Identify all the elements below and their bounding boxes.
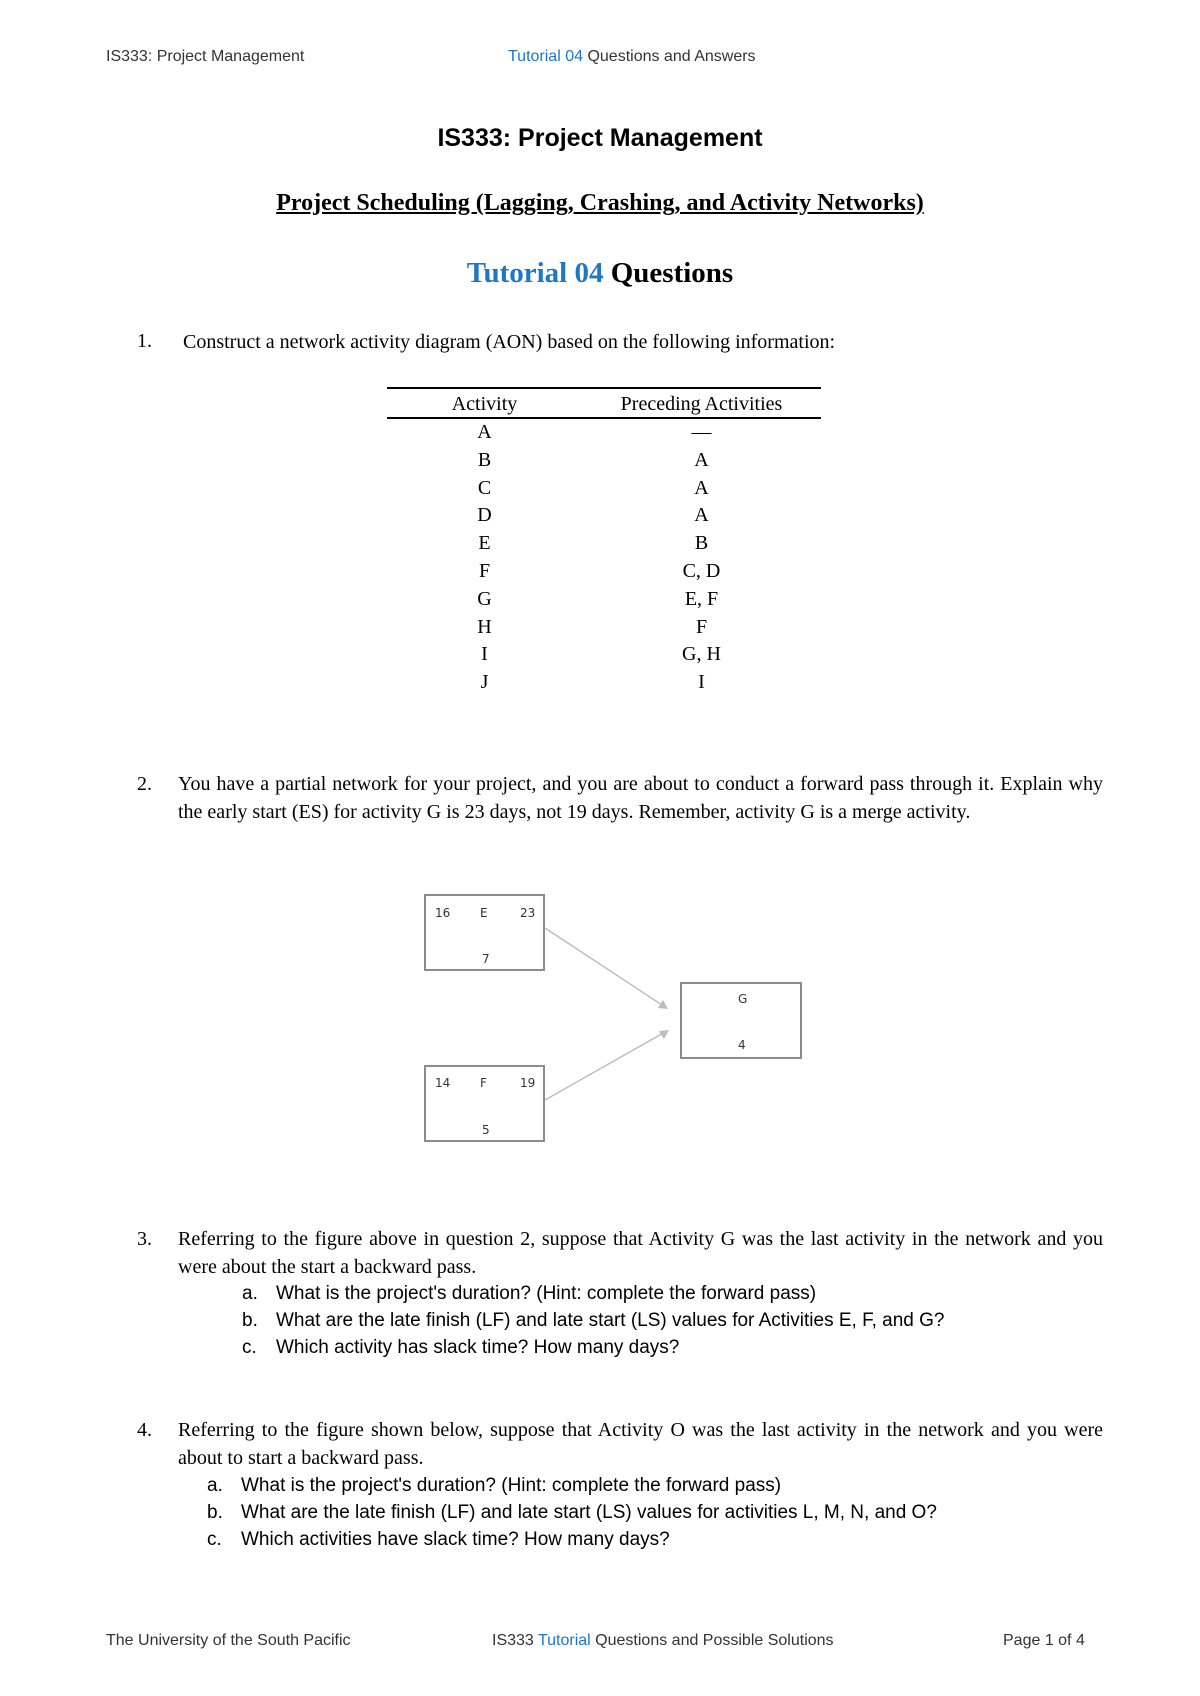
- preceding-cell: E, F: [684, 587, 719, 610]
- q2-number: 2.: [137, 773, 152, 795]
- node-g: [680, 982, 802, 1059]
- preceding-cell: I: [698, 671, 705, 694]
- node-f-es: 14: [435, 1076, 451, 1090]
- table-row: [387, 475, 821, 503]
- node-e-name: E: [480, 906, 488, 920]
- q1-number: 1.: [137, 330, 152, 352]
- network-diagram: [420, 890, 810, 1150]
- arrowhead-e-to-g: [658, 1000, 668, 1009]
- arrow-e-to-g: [545, 928, 665, 1007]
- node-f: [424, 1065, 545, 1142]
- node-g-name: G: [738, 992, 748, 1006]
- table-header-preceding: Preceding Activities: [582, 388, 821, 418]
- section-title-rest: Questions: [603, 257, 734, 289]
- node-f-ef: 19: [520, 1076, 536, 1090]
- preceding-cell: A: [694, 476, 709, 499]
- table-row: [387, 641, 821, 669]
- table-row: [387, 418, 821, 447]
- table-row: [387, 502, 821, 530]
- subtitle: Project Scheduling (Lagging, Crashing, and Activity Networks): [276, 190, 924, 216]
- q3-item-b: [242, 1307, 1112, 1334]
- q3-item-b-label: b.: [242, 1310, 258, 1331]
- footer-center-accent: Tutorial: [537, 1632, 591, 1649]
- activity-cell: B: [477, 448, 492, 471]
- header-left: IS333: Project Management: [106, 48, 305, 65]
- q4-item-c: [207, 1526, 1107, 1553]
- preceding-cell: G, H: [682, 643, 721, 666]
- q1-activity-table: [387, 387, 821, 697]
- q4-number: 4.: [137, 1419, 152, 1441]
- q3-item-c-label: c.: [242, 1337, 257, 1358]
- q4-item-b-text: What are the late finish (LF) and late start (LS) values for activities L, M, N, and O?: [241, 1502, 937, 1523]
- activity-cell: A: [477, 421, 492, 443]
- section-title: [0, 257, 1200, 290]
- table-row: [387, 447, 821, 475]
- q3-item-b-text: What are the late finish (LF) and late start (LS) values for Activities E, F, and G?: [276, 1310, 945, 1331]
- node-e: [424, 894, 545, 971]
- node-f-name: F: [480, 1076, 487, 1090]
- node-e-ef: 23: [520, 906, 536, 920]
- activity-cell: F: [478, 559, 491, 582]
- q1-text: Construct a network activity diagram (AON) based on the following information:: [183, 331, 836, 353]
- table-row: [387, 586, 821, 614]
- q3-text: Referring to the figure above in question 2, suppose that Activity G was the last activity in the network and you were about the start a backward pass.: [178, 1228, 1103, 1278]
- activity-cell: H: [477, 615, 492, 638]
- q3-item-a-label: a.: [242, 1283, 258, 1304]
- q4-item-c-label: c.: [207, 1529, 222, 1550]
- activity-cell: J: [480, 671, 489, 694]
- table-row: [387, 669, 821, 697]
- q3-item-a: [242, 1280, 1112, 1307]
- node-g-duration: 4: [738, 1038, 746, 1052]
- q4-item-a-text: What is the project's duration? (Hint: complete the forward pass): [241, 1475, 782, 1496]
- table-row: [387, 530, 821, 558]
- activity-cell: I: [481, 643, 488, 666]
- preceding-cell: C, D: [682, 559, 721, 582]
- preceding-cell: A: [694, 504, 709, 527]
- q3-number: 3.: [137, 1228, 152, 1250]
- node-e-duration: 7: [482, 952, 490, 966]
- q4-subitems: [207, 1472, 1107, 1553]
- table-row: [387, 614, 821, 642]
- node-e-es: 16: [435, 906, 451, 920]
- header-right: [508, 48, 756, 66]
- preceding-cell: F: [695, 615, 708, 638]
- footer-left: The University of the South Pacific: [106, 1632, 351, 1649]
- main-title: IS333: Project Management: [437, 124, 763, 152]
- table-header-activity: Activity: [387, 388, 582, 418]
- header-right-rest: Questions and Answers: [583, 48, 756, 65]
- q1-activity-table-wrap: [387, 387, 821, 697]
- q3-item-c: [242, 1334, 1112, 1361]
- footer-center: [492, 1632, 834, 1650]
- preceding-cell: —: [691, 421, 712, 443]
- q4-item-c-text: Which activities have slack time? How many days?: [241, 1529, 670, 1550]
- preceding-cell: B: [694, 532, 709, 555]
- activity-cell: C: [477, 476, 492, 499]
- table-row: [387, 558, 821, 586]
- q4-item-a-label: a.: [207, 1475, 223, 1496]
- q3-item-c-text: Which activity has slack time? How many days?: [276, 1337, 680, 1358]
- section-title-accent: Tutorial 04: [466, 257, 604, 289]
- q3-subitems: [242, 1280, 1112, 1361]
- arrow-f-to-g: [545, 1032, 665, 1100]
- q4-item-b: [207, 1499, 1107, 1526]
- activity-cell: E: [478, 532, 491, 555]
- q4-item-a: [207, 1472, 1107, 1499]
- activity-cell: G: [477, 587, 492, 610]
- footer-center-pre: IS333: [492, 1632, 538, 1649]
- footer-center-post: Questions and Possible Solutions: [590, 1632, 834, 1649]
- preceding-cell: A: [694, 448, 709, 471]
- q4-text: Referring to the figure shown below, suppose that Activity O was the last activity in the network and you were about to start a backward pass.: [178, 1419, 1103, 1469]
- q3-item-a-text: What is the project's duration? (Hint: complete the forward pass): [276, 1283, 817, 1304]
- header-right-accent: Tutorial 04: [508, 48, 583, 65]
- q2-text: You have a partial network for your project, and you are about to conduct a forward pass through it. Explain why the early start (ES) for activity G is 23 days, not 19 days. Remember, activity G is a merge activity.: [178, 773, 1103, 823]
- activity-cell: D: [477, 504, 492, 527]
- footer-page-number: Page 1 of 4: [1003, 1632, 1085, 1649]
- node-f-duration: 5: [482, 1123, 490, 1137]
- q4-item-b-label: b.: [207, 1502, 223, 1523]
